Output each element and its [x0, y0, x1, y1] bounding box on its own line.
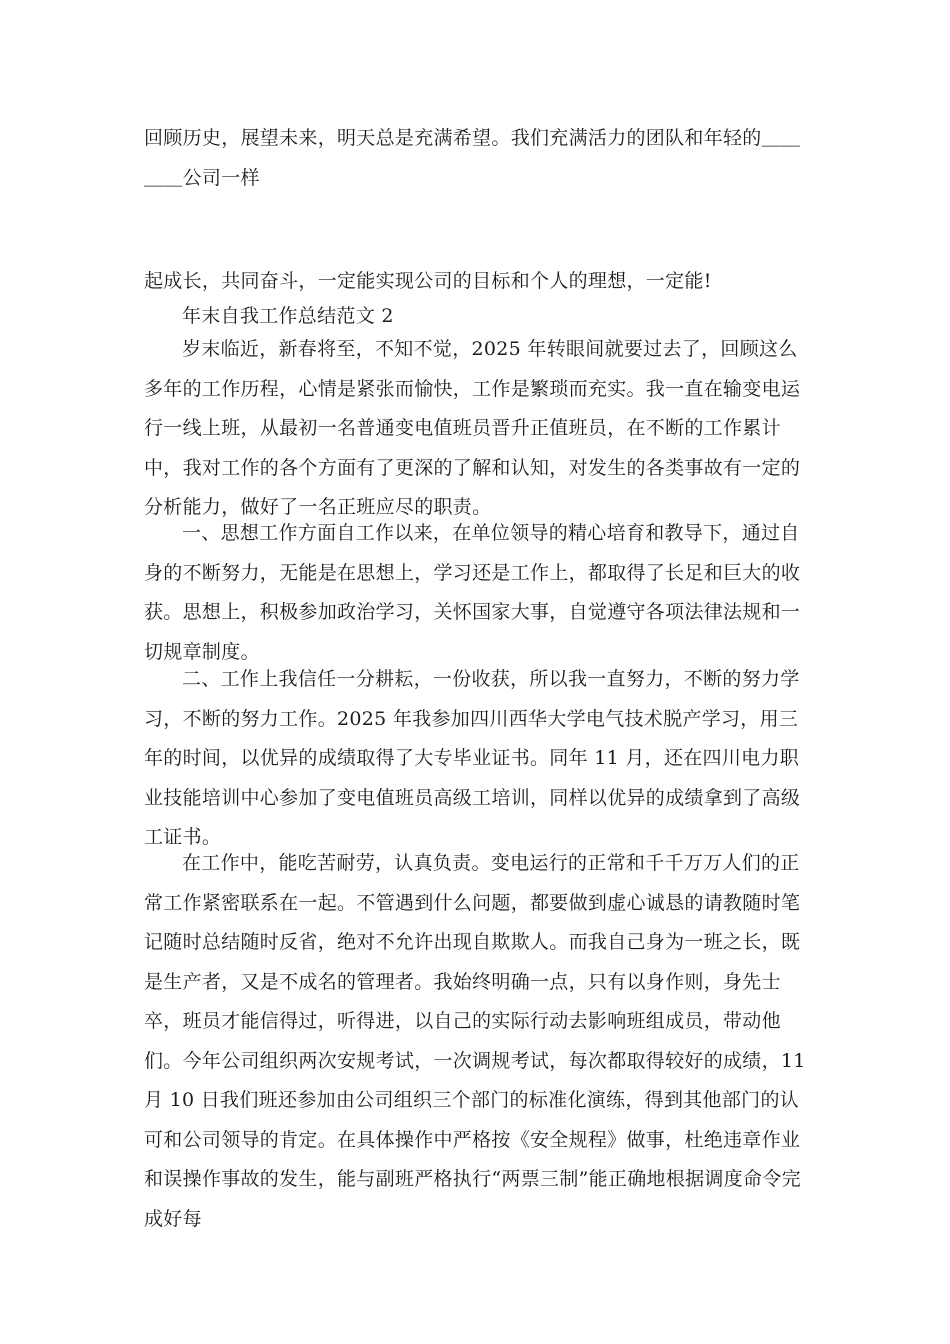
closing-paragraph: 起成长，共同奋斗，一定能实现公司的目标和个人的理想，一定能!	[144, 270, 712, 292]
body-paragraph: 岁末临近，新春将至，不知不觉，2025 年转眼间就要过去了，回顾这么多年的工作历程，心情是紧张而愉快，工作是繁琐而充实。我一直在输变电运行一线上班，从最初一名普通变电值班员晋升正值班员，在不断的工作累计中，我对工作的各个方面有了更深的了解和认知，对发生的各类事故有一定的分析能力，做好了一名正班应尽的职责。	[144, 338, 801, 518]
body-paragraph: 在工作中，能吃苦耐劳，认真负责。变电运行的正常和千千万万人们的正常工作紧密联系在一起。不管遇到什么问题，都要做到虚心诚恳的请教随时笔记随时总结随时反省，绝对不允许出现自欺欺人。而我自己身为一班之长，既是生产者，又是不成名的管理者。我始终明确一点，只有以身作则，身先士卒，班员才能信得过，听得进，以自己的实际行动去影响班组成员，带动他们。今年公司组织两次安规考试，一次调规考试，每次都取得较好的成绩，11 月 10 日我们班还参加由公司组织三个部门的标准化演练，得到其他部门的认可和公司领导的肯定。在具体操作中严格按《安全规程》做事，杜绝违章作业和误操作事故的发生，能与副班严格执行“两票三制”能正确地根据调度命令完成好每	[144, 852, 806, 1230]
intro-paragraph: 回顾历史，展望未来，明天总是充满希望。我们充满活力的团队和年轻的＿＿＿＿公司一样	[144, 127, 801, 189]
body-paragraph: 一、思想工作方面自工作以来，在单位领导的精心培育和教导下，通过自身的不断努力，无能是在思想上，学习还是工作上，都取得了长足和巨大的收获。思想上，积极参加政治学习，关怀国家大事，自觉遵守各项法律法规和一切规章制度。	[144, 522, 801, 663]
body-paragraph: 二、工作上我信任一分耕耘，一份收获，所以我一直努力，不断的努力学习，不断的努力工作。2025 年我参加四川西华大学电气技术脱产学习，用三年的时间，以优异的成绩取得了大专毕业证书。同年 11 月，还在四川电力职业技能培训中心参加了变电值班员高级工培训，同样以优异的成绩拿到了高级工证书。	[144, 668, 801, 848]
section-title: 年末自我工作总结范文 2	[182, 305, 394, 327]
